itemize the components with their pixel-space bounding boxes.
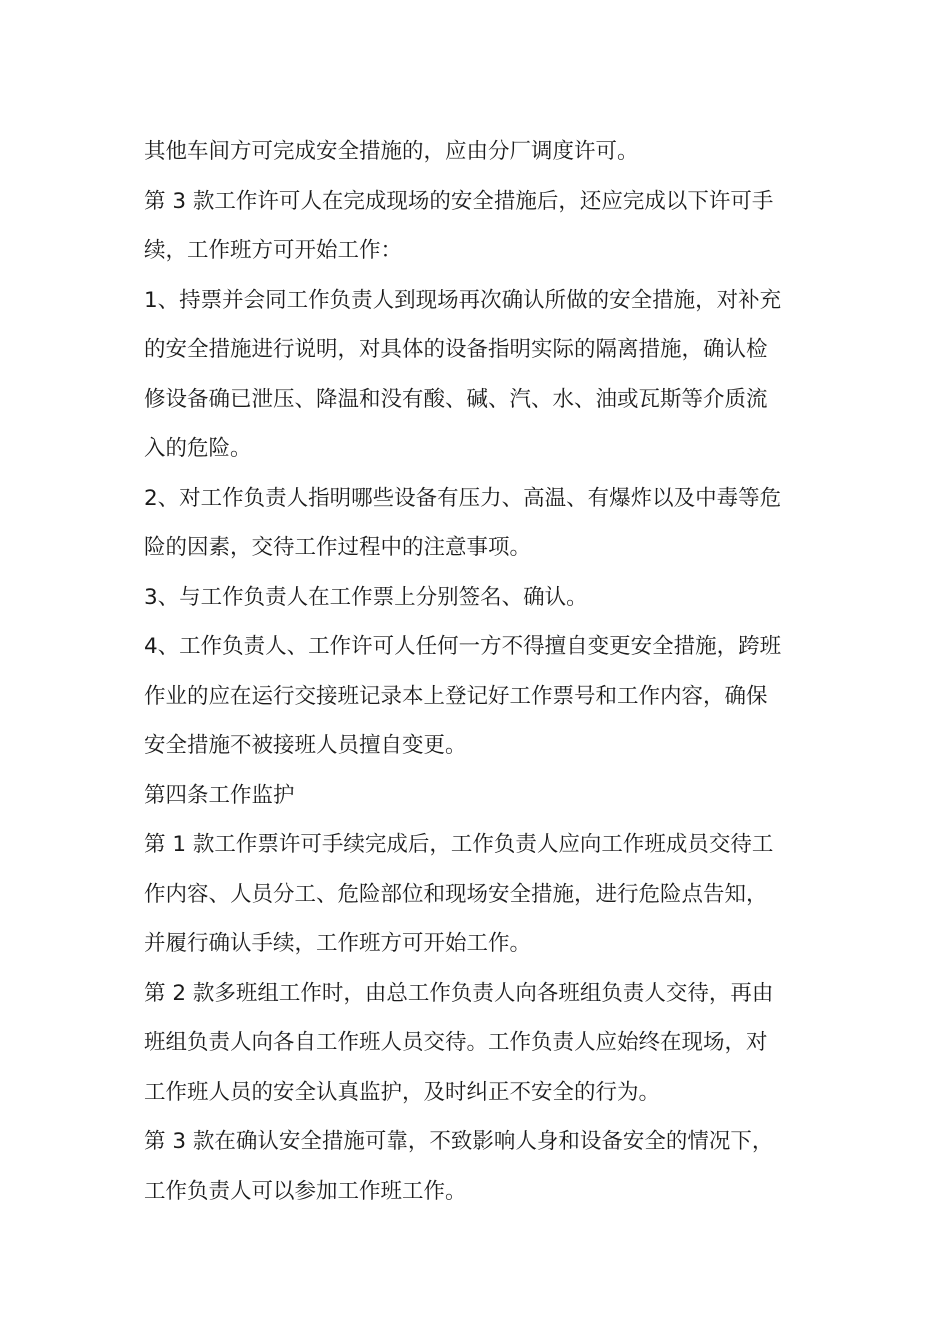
paragraph — [144, 573, 809, 623]
text-line: 第 1 款工作票许可手续完成后，工作负责人应向工作班成员交待工 — [144, 832, 774, 857]
text-line: 续，工作班方可开始工作： — [144, 238, 403, 263]
paragraph — [144, 127, 809, 177]
text-line: 工作班人员的安全认真监护，及时纠正不安全的行为。 — [144, 1079, 661, 1105]
section-heading — [144, 771, 809, 821]
paragraph — [144, 177, 809, 276]
text-line: 2、对工作负责人指明哪些设备有压力、高温、有爆炸以及中毒等危 — [144, 485, 782, 511]
text-line: 安全措施不被接班人员擅自变更。 — [144, 733, 467, 758]
paragraph — [144, 276, 809, 474]
text-line: 作内容、人员分工、危险部位和现场安全措施，进行危险点告知， — [144, 881, 768, 907]
text-line: 4、工作负责人、工作许可人任何一方不得擅自变更安全措施，跨班 — [144, 634, 782, 659]
paragraph — [144, 622, 809, 771]
document-body — [144, 127, 809, 1216]
paragraph — [144, 474, 809, 573]
text-line: 班组负责人向各自工作班人员交待。工作负责人应始终在现场，对 — [144, 1030, 768, 1055]
paragraph — [144, 969, 809, 1118]
text-line: 作业的应在运行交接班记录本上登记好工作票号和工作内容，确保 — [144, 683, 768, 709]
text-line: 3、与工作负责人在工作票上分别签名、确认。 — [144, 584, 588, 610]
text-line: 修设备确已泄压、降温和没有酸、碱、汽、水、油或瓦斯等介质流 — [144, 386, 768, 412]
text-line: 的安全措施进行说明，对具体的设备指明实际的隔离措施，确认检 — [144, 337, 768, 362]
text-line: 并履行确认手续，工作班方可开始工作。 — [144, 931, 532, 956]
text-line: 1、持票并会同工作负责人到现场再次确认所做的安全措施，对补充 — [144, 287, 782, 313]
paragraph — [144, 820, 809, 969]
text-line: 第四条工作监护 — [144, 782, 295, 808]
paragraph — [144, 1117, 809, 1216]
text-line: 入的危险。 — [144, 436, 252, 461]
text-line: 第 3 款工作许可人在完成现场的安全措施后，还应完成以下许可手 — [144, 188, 774, 214]
text-line: 工作负责人可以参加工作班工作。 — [144, 1178, 467, 1204]
text-line: 第 2 款多班组工作时，由总工作负责人向各班组负责人交待，再由 — [144, 980, 774, 1006]
text-line: 其他车间方可完成安全措施的，应由分厂调度许可。 — [144, 139, 639, 164]
text-line: 险的因素，交待工作过程中的注意事项。 — [144, 535, 532, 560]
text-line: 第 3 款在确认安全措施可靠，不致影响人身和设备安全的情况下， — [144, 1129, 774, 1154]
